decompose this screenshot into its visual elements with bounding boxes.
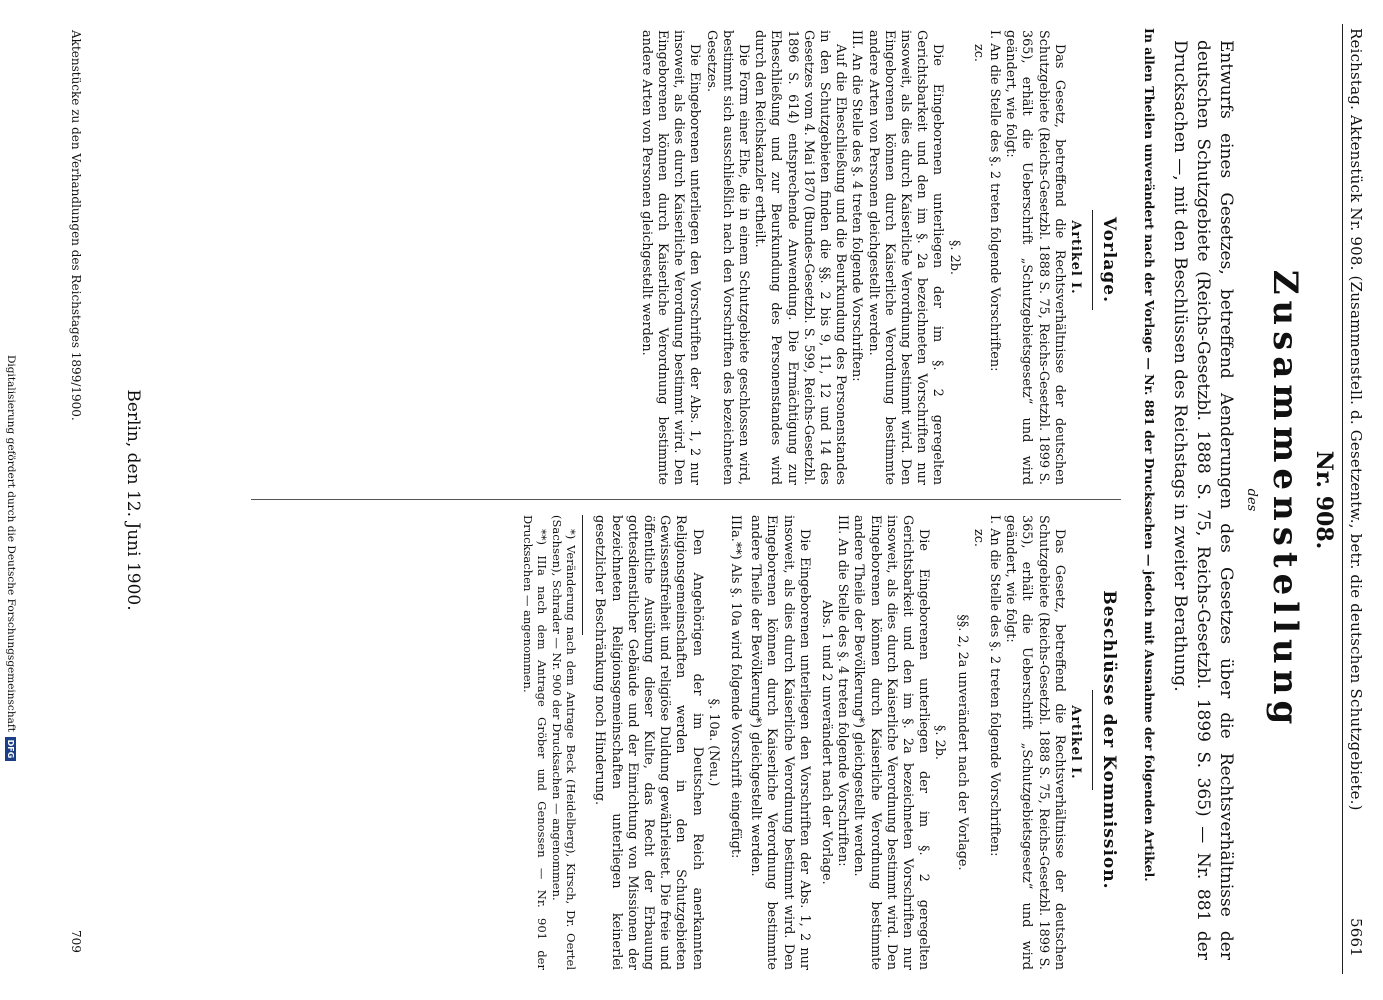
- left-p8: Die Eingeborenen unterliegen den Vorschriften der Abs. 1, 2 nur insoweit, als dies durch Kaiserliche Verordnung bestimmt wird. Den Eingeborenen können durch Kaiserliche Verordnung bestimmte andere Arten von Personen gleichgestellt werden.: [638, 30, 703, 485]
- left-column: [638, 30, 1083, 485]
- right-p2: I. An die Stelle des §. 2 treten folgende Vorschriften:: [986, 515, 1002, 857]
- footnote-2: **) IIIa nach dem Antrage Gröber und Genossen — Nr. 901 der Drucksachen — angenommen.: [520, 515, 550, 970]
- digitization-credit: [5, 355, 17, 761]
- left-p4: Die Eingeborenen unterliegen der im §. 2 geregelten Gerichtsbarkeit und den im §. 2a bezeichneten Vorschriften nur insoweit, als dies durch Kaiserliche Verordnung bestimmt wird. Den Eingeborenen können durch Kaiserliche Verordnung bestimmte andere Arten von Personen gleichgestellt werden.: [865, 30, 946, 485]
- right-section-2: §. 10a. (Neu.): [705, 698, 721, 787]
- footer-page-number: 709: [69, 930, 83, 953]
- right-p5: Die Eingeborenen unterliegen der im §. 2 geregelten Gerichtsbarkeit und den im §. 2a bezeichneten Vorschriften nur insoweit, als dies durch Kaiserliche Verordnung bestimmt wird. Den Eingeborenen können durch Kaiserliche Verordnung bestimmte andere Theile der Bevölkerung*) gleichgestellt werden.: [851, 515, 932, 970]
- right-p8: Die Eingeborenen unterliegen den Vorschriften der Abs. 1, 2 nur insoweit, als dies durch Kaiserliche Verordnung bestimmt wird. Den Eingeborenen können durch Kaiserliche Verordnung bestimmte andere Theile der Bevölkerung*) gleichgestellt werden.: [748, 515, 812, 970]
- digitization-credit-text: Digitalisierung gefördert durch die Deutsche Forschungsgemeinschaft: [5, 355, 17, 732]
- left-p5: III. An die Stelle des §. 4 treten folgende Vorschriften:: [849, 30, 865, 382]
- left-p6: Auf die Eheschließung und die Beurkundung des Personenstandes in den Schutzgebieten finden die §§. 2 bis 9, 11, 12 und 14 des Gesetzes vom 4. Mai 1870 (Bundes-Gesetzbl. S. 599, Reichs-Gesetzbl. 1896 S. 614) entsprechende Anwendung. Die Ermächtigung zur Eheschließung und zur Beurkundung des Personenstandes wird durch den Reichskanzler ertheilt.: [752, 30, 849, 485]
- footnote-1: *) Veränderung nach dem Antrage Beck (Heidelberg), Kirsch, Dr. Oertel (Sachsen), Schrader — Nr. 900 der Drucksachen — angenommen.: [549, 515, 579, 970]
- dfg-logo-icon: DFG: [6, 737, 17, 761]
- right-column: [520, 515, 1083, 970]
- footer-left: Aktenstücke zu den Verhandlungen des Reichstages 1899/1900.: [69, 30, 83, 421]
- left-article: Artikel I.: [1068, 220, 1083, 295]
- right-article: Artikel I.: [1068, 705, 1083, 780]
- title-lead: Entwurfs eines Gesetzes, betreffend Aenderungen des Gesetzes über die Rechtsverhältnisse der deutschen Schutzgebiete (Reichs-Gesetzbl. 1888 S. 75, Reichs-Gesetzbl. 1899 S. 365) — Nr. 881 der Drucksachen —, mit den Beschlüssen des Reichstags in zweiter Berathung.: [1170, 40, 1236, 960]
- right-p10: Den Angehörigen der im Deutschen Reich anerkannten Religionsgemeinschaften werden in den Schutzgebieten Gewissensfreiheit und religiöse Duldung gewährleistet. Die freie und öffentliche Ausübung dieser Kulte, das Recht der Erbauung gottesdienstlicher Gebäude und der Einrichtung von Missionen der bezeichneten Religionsgemeinschaften unterliegen keinerlei gesetzlicher Beschränkung noch Hinderung.: [592, 515, 705, 970]
- document-number: Nr. 908.: [1311, 450, 1337, 550]
- title-connector: des: [1244, 488, 1259, 512]
- signature-line: Berlin, den 12. Juni 1900.: [123, 389, 143, 611]
- page-number: 5661: [1347, 918, 1365, 957]
- left-p7: Die Form einer Ehe, die in einem Schutzgebiete geschlossen wird, bestimmt sich ausschließlich nach den Vorschriften des bezeichneten Gesetzes.: [703, 30, 751, 485]
- right-p1: Das Gesetz, betreffend die Rechtsverhältnisse der deutschen Schutzgebiete (Reichs-Gesetzbl. 1888 S. 75, Reichs-Gesetzbl. 1899 S. 365), erhält die Ueberschrift „Schutzgebietsgesetz“ und wird geändert, wie folgt:: [1003, 515, 1067, 970]
- left-p2: I. An die Stelle des §. 2 treten folgende Vorschriften:: [986, 30, 1002, 372]
- right-p4: §§. 2, 2a unverändert nach der Vorlage.: [954, 614, 970, 871]
- right-p9: IIIa.**) Als §. 10a wird folgende Vorschrift eingefügt:: [727, 515, 743, 859]
- right-section: §. 2b.: [932, 725, 948, 760]
- right-p3: zc.: [970, 529, 986, 547]
- running-head: Reichstag. Aktenstück Nr. 908. (Zusammenstell. d. Gesetzentw., betr. die deutschen Schutzgebiete.): [1347, 28, 1365, 811]
- right-p7: Abs. 1 und 2 unverändert nach der Vorlage.: [818, 600, 834, 885]
- left-p1: Das Gesetz, betreffend die Rechtsverhältnisse der deutschen Schutzgebiete (Reichs-Gesetzbl. 1888 S. 75, Reichs-Gesetzbl. 1899 S. 365), erhält die Ueberschrift „Schutzgebietsgesetz“ und wird geändert, wie folgt:: [1003, 30, 1067, 485]
- unchanged-note: In allen Theilen unverändert nach der Vorlage — Nr. 881 der Drucksachen — jedoch mit Ausnahme der folgenden Artikel.: [1142, 28, 1157, 882]
- right-column-heading: Beschlüsse der Kommission.: [1099, 590, 1119, 890]
- left-column-heading: Vorlage.: [1099, 216, 1119, 304]
- right-p6: III. An die Stelle des §. 4 treten folgende Vorschriften:: [835, 515, 851, 867]
- document-title: Zusammenstellung: [1265, 269, 1305, 731]
- left-section: §. 2b.: [946, 240, 962, 275]
- left-p3: zc.: [970, 44, 986, 62]
